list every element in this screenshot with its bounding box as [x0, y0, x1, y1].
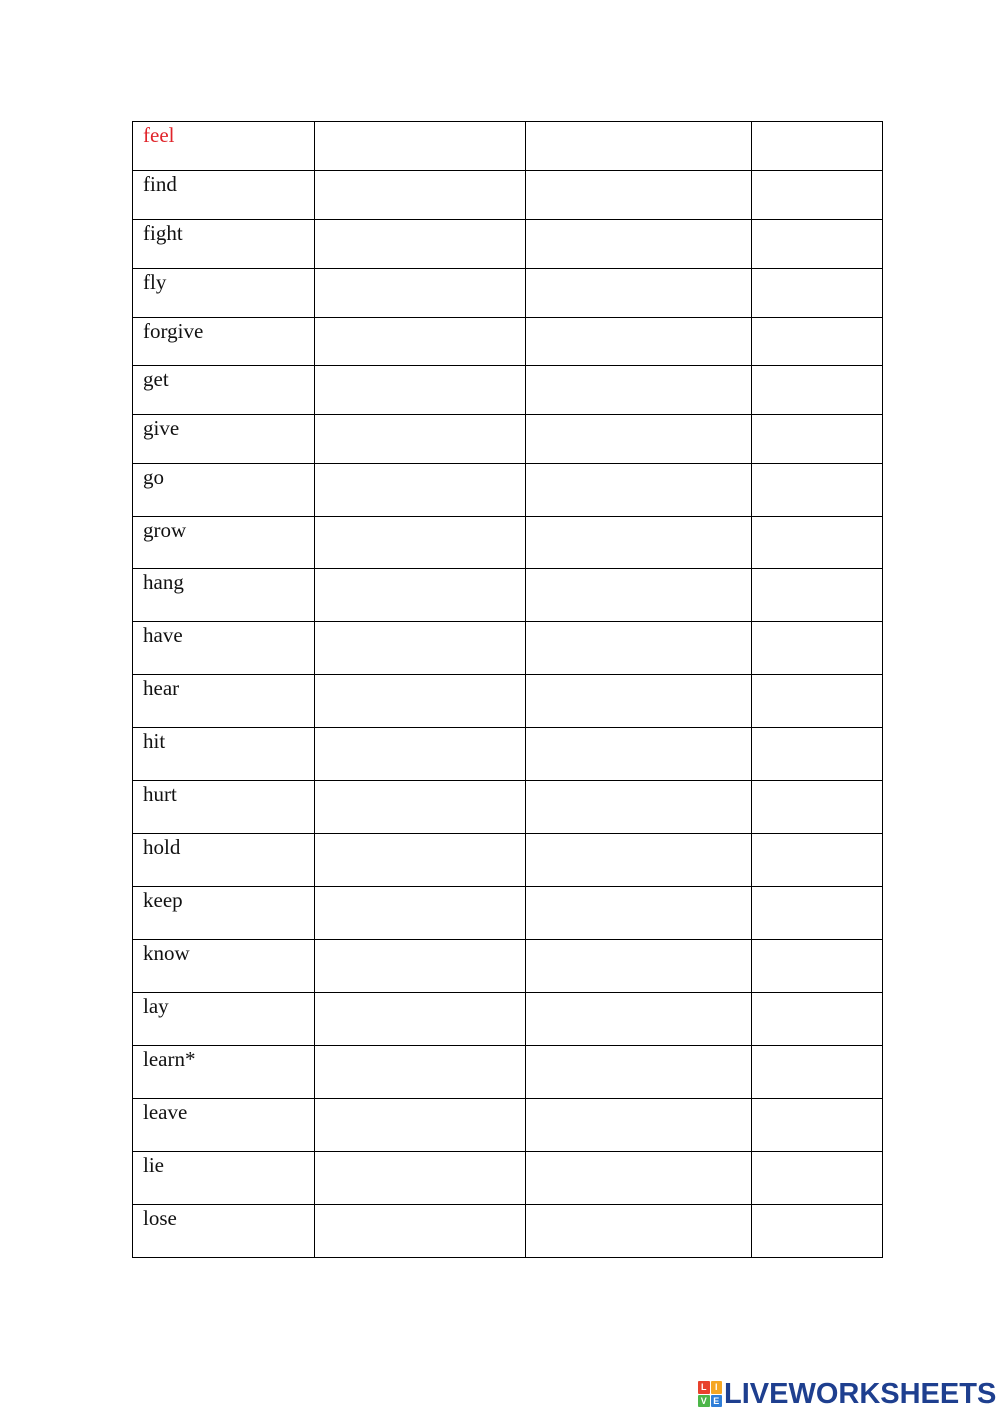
brand-footer: [698, 1378, 996, 1410]
verb-cell: grow: [133, 517, 315, 569]
verb-cell: leave: [133, 1099, 315, 1152]
logo-tile: V: [698, 1395, 710, 1408]
past-participle-answer-input[interactable]: [526, 366, 751, 389]
verb-cell: have: [133, 622, 315, 675]
meaning-answer-cell[interactable]: [752, 1205, 883, 1258]
meaning-answer-cell[interactable]: [752, 464, 883, 517]
meaning-answer-cell[interactable]: [752, 122, 883, 171]
meaning-answer-cell[interactable]: [752, 887, 883, 940]
past-participle-answer-input[interactable]: [526, 1205, 751, 1228]
meaning-answer-cell[interactable]: [752, 728, 883, 781]
table-row: [133, 171, 883, 220]
table-row: [133, 1099, 883, 1152]
past-participle-answer-input[interactable]: [526, 269, 751, 292]
past-simple-answer-input[interactable]: [315, 781, 525, 804]
past-participle-answer-cell[interactable]: [526, 1046, 752, 1099]
meaning-answer-input[interactable]: [752, 1099, 882, 1122]
past-simple-answer-cell[interactable]: [315, 464, 526, 517]
past-participle-answer-input[interactable]: [526, 728, 751, 751]
meaning-answer-input[interactable]: [752, 993, 882, 1016]
verb-cell: keep: [133, 887, 315, 940]
past-participle-answer-cell[interactable]: [526, 834, 752, 887]
table-row: [133, 366, 883, 415]
past-simple-answer-input[interactable]: [315, 171, 525, 194]
past-simple-answer-cell[interactable]: [315, 122, 526, 171]
past-simple-answer-cell[interactable]: [315, 1046, 526, 1099]
past-simple-answer-cell[interactable]: [315, 220, 526, 269]
past-participle-answer-cell[interactable]: [526, 517, 752, 569]
past-participle-answer-input[interactable]: [526, 887, 751, 910]
past-participle-answer-cell[interactable]: [526, 1205, 752, 1258]
past-participle-answer-cell[interactable]: [526, 122, 752, 171]
meaning-answer-input[interactable]: [752, 269, 882, 292]
meaning-answer-input[interactable]: [752, 781, 882, 804]
verb-cell: lie: [133, 1152, 315, 1205]
past-simple-answer-cell[interactable]: [315, 269, 526, 318]
past-participle-answer-input[interactable]: [526, 569, 751, 592]
past-participle-answer-input[interactable]: [526, 464, 751, 487]
meaning-answer-input[interactable]: [752, 366, 882, 389]
past-participle-answer-cell[interactable]: [526, 464, 752, 517]
table-row: [133, 1046, 883, 1099]
past-participle-answer-input[interactable]: [526, 1152, 751, 1175]
table-row: [133, 122, 883, 171]
table-row: [133, 318, 883, 366]
past-simple-answer-input[interactable]: [315, 675, 525, 698]
past-simple-answer-cell[interactable]: [315, 1152, 526, 1205]
verb-cell: go: [133, 464, 315, 517]
past-simple-answer-cell[interactable]: [315, 1099, 526, 1152]
table-row: [133, 1152, 883, 1205]
past-participle-answer-input[interactable]: [526, 675, 751, 698]
past-participle-answer-cell[interactable]: [526, 781, 752, 834]
table-row: [133, 940, 883, 993]
verb-cell: fight: [133, 220, 315, 269]
verb-cell: forgive: [133, 318, 315, 366]
meaning-answer-cell[interactable]: [752, 569, 883, 622]
past-simple-answer-cell[interactable]: [315, 834, 526, 887]
meaning-answer-input[interactable]: [752, 834, 882, 857]
meaning-answer-cell[interactable]: [752, 993, 883, 1046]
meaning-answer-input[interactable]: [752, 675, 882, 698]
table-row: [133, 781, 883, 834]
verb-cell: learn*: [133, 1046, 315, 1099]
past-participle-answer-cell[interactable]: [526, 993, 752, 1046]
meaning-answer-cell[interactable]: [752, 940, 883, 993]
verb-cell: hold: [133, 834, 315, 887]
past-simple-answer-input[interactable]: [315, 122, 525, 145]
past-participle-answer-cell[interactable]: [526, 366, 752, 415]
past-simple-answer-cell[interactable]: [315, 171, 526, 220]
past-simple-answer-input[interactable]: [315, 887, 525, 910]
meaning-answer-input[interactable]: [752, 887, 882, 910]
meaning-answer-input[interactable]: [752, 940, 882, 963]
past-simple-answer-cell[interactable]: [315, 675, 526, 728]
past-participle-answer-cell[interactable]: [526, 1152, 752, 1205]
table-row: [133, 517, 883, 569]
past-participle-answer-cell[interactable]: [526, 1099, 752, 1152]
past-simple-answer-input[interactable]: [315, 834, 525, 857]
past-simple-answer-cell[interactable]: [315, 1205, 526, 1258]
past-participle-answer-input[interactable]: [526, 1046, 751, 1069]
meaning-answer-input[interactable]: [752, 122, 882, 145]
past-participle-answer-input[interactable]: [526, 517, 751, 540]
past-simple-answer-input[interactable]: [315, 622, 525, 645]
past-simple-answer-cell[interactable]: [315, 940, 526, 993]
meaning-answer-cell[interactable]: [752, 171, 883, 220]
past-participle-answer-input[interactable]: [526, 171, 751, 194]
table-row: [133, 675, 883, 728]
verb-cell: lose: [133, 1205, 315, 1258]
past-simple-answer-input[interactable]: [315, 1099, 525, 1122]
past-simple-answer-input[interactable]: [315, 569, 525, 592]
past-simple-answer-input[interactable]: [315, 1205, 525, 1228]
verb-cell: hear: [133, 675, 315, 728]
past-simple-answer-cell[interactable]: [315, 318, 526, 366]
meaning-answer-cell[interactable]: [752, 1152, 883, 1205]
meaning-answer-input[interactable]: [752, 728, 882, 751]
table-row: [133, 887, 883, 940]
past-simple-answer-cell[interactable]: [315, 569, 526, 622]
meaning-answer-input[interactable]: [752, 1046, 882, 1069]
meaning-answer-input[interactable]: [752, 171, 882, 194]
past-participle-answer-cell[interactable]: [526, 269, 752, 318]
brand-name: LIVEWORKSHEETS: [724, 1378, 997, 1410]
past-participle-answer-input[interactable]: [526, 415, 751, 438]
verb-cell: get: [133, 366, 315, 415]
past-simple-answer-cell[interactable]: [315, 622, 526, 675]
past-simple-answer-input[interactable]: [315, 269, 525, 292]
meaning-answer-input[interactable]: [752, 415, 882, 438]
table-row: [133, 220, 883, 269]
past-simple-answer-cell[interactable]: [315, 415, 526, 464]
past-simple-answer-cell[interactable]: [315, 517, 526, 569]
table-row: [133, 622, 883, 675]
past-simple-answer-cell[interactable]: [315, 366, 526, 415]
meaning-answer-input[interactable]: [752, 622, 882, 645]
meaning-answer-cell[interactable]: [752, 1046, 883, 1099]
verb-cell: find: [133, 171, 315, 220]
past-simple-answer-input[interactable]: [315, 1152, 525, 1175]
verb-table-body: [133, 122, 883, 1258]
meaning-answer-input[interactable]: [752, 1152, 882, 1175]
past-participle-answer-input[interactable]: [526, 834, 751, 857]
past-participle-answer-input[interactable]: [526, 993, 751, 1016]
past-participle-answer-cell[interactable]: [526, 728, 752, 781]
past-simple-answer-input[interactable]: [315, 517, 525, 540]
past-simple-answer-input[interactable]: [315, 415, 525, 438]
meaning-answer-cell[interactable]: [752, 269, 883, 318]
meaning-answer-cell[interactable]: [752, 318, 883, 366]
table-row: [133, 464, 883, 517]
past-simple-answer-cell[interactable]: [315, 781, 526, 834]
meaning-answer-input[interactable]: [752, 318, 882, 341]
verb-cell: hang: [133, 569, 315, 622]
past-participle-answer-input[interactable]: [526, 1099, 751, 1122]
verb-cell: hurt: [133, 781, 315, 834]
past-participle-answer-cell[interactable]: [526, 940, 752, 993]
verb-cell: fly: [133, 269, 315, 318]
past-participle-answer-input[interactable]: [526, 220, 751, 243]
meaning-answer-cell[interactable]: [752, 622, 883, 675]
verb-table: [132, 121, 883, 1258]
past-simple-answer-input[interactable]: [315, 464, 525, 487]
verb-cell: know: [133, 940, 315, 993]
past-participle-answer-cell[interactable]: [526, 569, 752, 622]
past-simple-answer-input[interactable]: [315, 220, 525, 243]
past-simple-answer-cell[interactable]: [315, 993, 526, 1046]
table-row: [133, 415, 883, 464]
liveworksheets-logo-icon: [698, 1381, 722, 1407]
table-row: [133, 269, 883, 318]
meaning-answer-input[interactable]: [752, 464, 882, 487]
past-participle-answer-cell[interactable]: [526, 318, 752, 366]
verb-cell: give: [133, 415, 315, 464]
meaning-answer-cell[interactable]: [752, 675, 883, 728]
meaning-answer-input[interactable]: [752, 220, 882, 243]
meaning-answer-input[interactable]: [752, 569, 882, 592]
logo-tile: I: [711, 1381, 723, 1394]
logo-tile: E: [711, 1395, 723, 1408]
verb-cell: lay: [133, 993, 315, 1046]
past-participle-answer-cell[interactable]: [526, 220, 752, 269]
past-simple-answer-cell[interactable]: [315, 887, 526, 940]
meaning-answer-cell[interactable]: [752, 834, 883, 887]
past-participle-answer-input[interactable]: [526, 122, 751, 145]
meaning-answer-cell[interactable]: [752, 415, 883, 464]
past-participle-answer-cell[interactable]: [526, 171, 752, 220]
meaning-answer-cell[interactable]: [752, 517, 883, 569]
table-row: [133, 1205, 883, 1258]
past-participle-answer-cell[interactable]: [526, 622, 752, 675]
past-participle-answer-cell[interactable]: [526, 675, 752, 728]
past-participle-answer-input[interactable]: [526, 940, 751, 963]
past-simple-answer-input[interactable]: [315, 728, 525, 751]
past-participle-answer-input[interactable]: [526, 622, 751, 645]
meaning-answer-input[interactable]: [752, 517, 882, 540]
table-row: [133, 728, 883, 781]
meaning-answer-cell[interactable]: [752, 220, 883, 269]
table-row: [133, 569, 883, 622]
past-participle-answer-input[interactable]: [526, 318, 751, 341]
past-simple-answer-input[interactable]: [315, 318, 525, 341]
past-participle-answer-cell[interactable]: [526, 887, 752, 940]
verb-cell: feel: [133, 122, 315, 171]
meaning-answer-input[interactable]: [752, 1205, 882, 1228]
logo-tile: L: [698, 1381, 710, 1394]
past-simple-answer-input[interactable]: [315, 366, 525, 389]
past-simple-answer-cell[interactable]: [315, 728, 526, 781]
table-row: [133, 993, 883, 1046]
meaning-answer-cell[interactable]: [752, 781, 883, 834]
meaning-answer-cell[interactable]: [752, 1099, 883, 1152]
meaning-answer-cell[interactable]: [752, 366, 883, 415]
past-participle-answer-input[interactable]: [526, 781, 751, 804]
table-row: [133, 834, 883, 887]
past-participle-answer-cell[interactable]: [526, 415, 752, 464]
past-simple-answer-input[interactable]: [315, 940, 525, 963]
verb-cell: hit: [133, 728, 315, 781]
past-simple-answer-input[interactable]: [315, 1046, 525, 1069]
past-simple-answer-input[interactable]: [315, 993, 525, 1016]
